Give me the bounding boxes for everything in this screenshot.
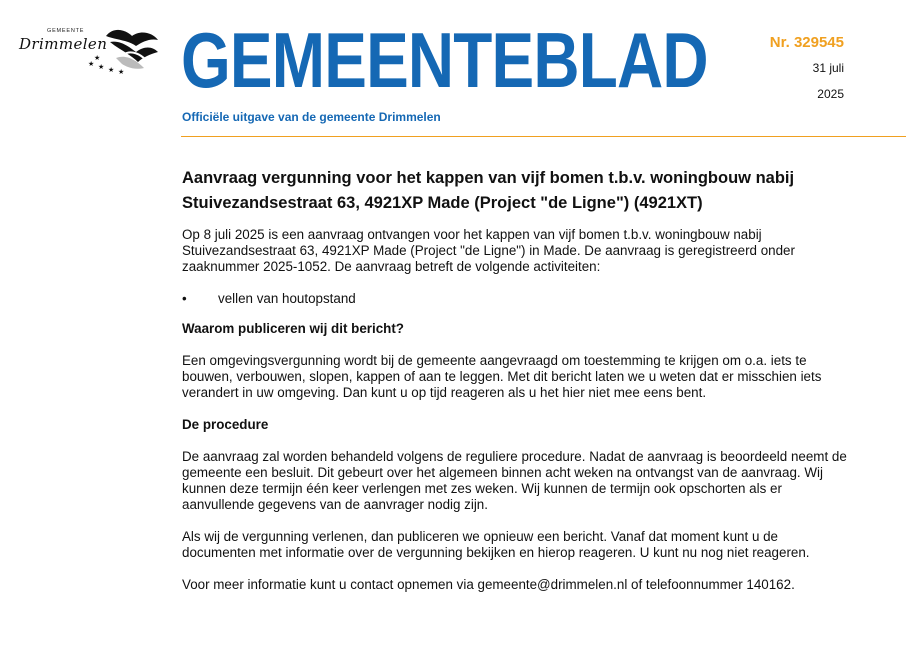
issue-date: 31 juli [812,61,844,75]
header-divider [181,136,906,137]
article [182,166,854,609]
svg-text:★: ★ [108,67,115,74]
publication-subtitle: Officiële uitgave van de gemeente Drimmelen [182,110,441,124]
logo-small-text: GEMEENTE [47,28,85,34]
activities-list [182,291,854,307]
logo-name: Drimmelen [19,35,108,53]
section-text-procedure: De aanvraag zal worden behandeld volgens de reguliere procedure. Nadat de aanvraag is beoordeeld neemt de gemeente een besluit. Dit gebeurt over het algemeen binnen acht weken na ontvangst van de aanvraag. Wij kunnen deze termijn één keer verlengen met zes weken. Wij kunnen de termijn ook opschorten als er aanvullende gegevens van de aanvrager nodig zijn. [182,449,847,512]
svg-text:★: ★ [88,61,95,68]
section-heading-why: Waarom publiceren wij dit bericht? [182,321,404,336]
masthead-title: GEMEENTEBLAD [181,16,708,104]
svg-text:★: ★ [98,64,105,71]
article-intro: Op 8 juli 2025 is een aanvraag ontvangen voor het kappen van vijf bomen t.b.v. woningbouw nabij Stuivezandsestraat 63, 4921XP Made (Project "de Ligne") in Made. De aanvraag is geregistreerd onder zaaknummer 2025-1052. De aanvraag betreft de volgende activiteiten: [182,227,795,274]
svg-text:★: ★ [118,69,125,76]
municipality-logo [18,24,163,84]
issue-year: 2025 [817,87,844,101]
bullet-icon: • [182,291,187,306]
activity-label: vellen van houtopstand [218,291,356,306]
svg-text:★: ★ [94,55,101,62]
section-text-why: Een omgevingsvergunning wordt bij de gemeente aangevraagd om toestemming te krijgen om o.a. iets te bouwen, verbouwen, slopen, kappen of aan te leggen. Met dit bericht laten we u weten dat er misschien iets verandert in uw omgeving. Dan kunt u op tijd reageren als u het hier niet mee eens bent. [182,353,822,400]
section-heading-procedure: De procedure [182,417,269,432]
contact-text: Voor meer informatie kunt u contact opnemen via gemeente@drimmelen.nl of telefoonnummer 140162. [182,577,795,592]
issue-number: Nr. 329545 [769,34,844,51]
section-text-publication: Als wij de vergunning verlenen, dan publiceren we opnieuw een bericht. Vanaf dat moment kunt u de documenten met informatie over de vergunning bekijken en hierop reageren. U kunt nu nog niet reageren. [182,529,810,560]
list-item [182,291,854,307]
article-title: Aanvraag vergunning voor het kappen van vijf bomen t.b.v. woningbouw nabij Stuivezandsestraat 63, 4921XP Made (Project "de Ligne") (4921XT) [182,169,795,212]
logo-emblem-icon [80,24,162,82]
